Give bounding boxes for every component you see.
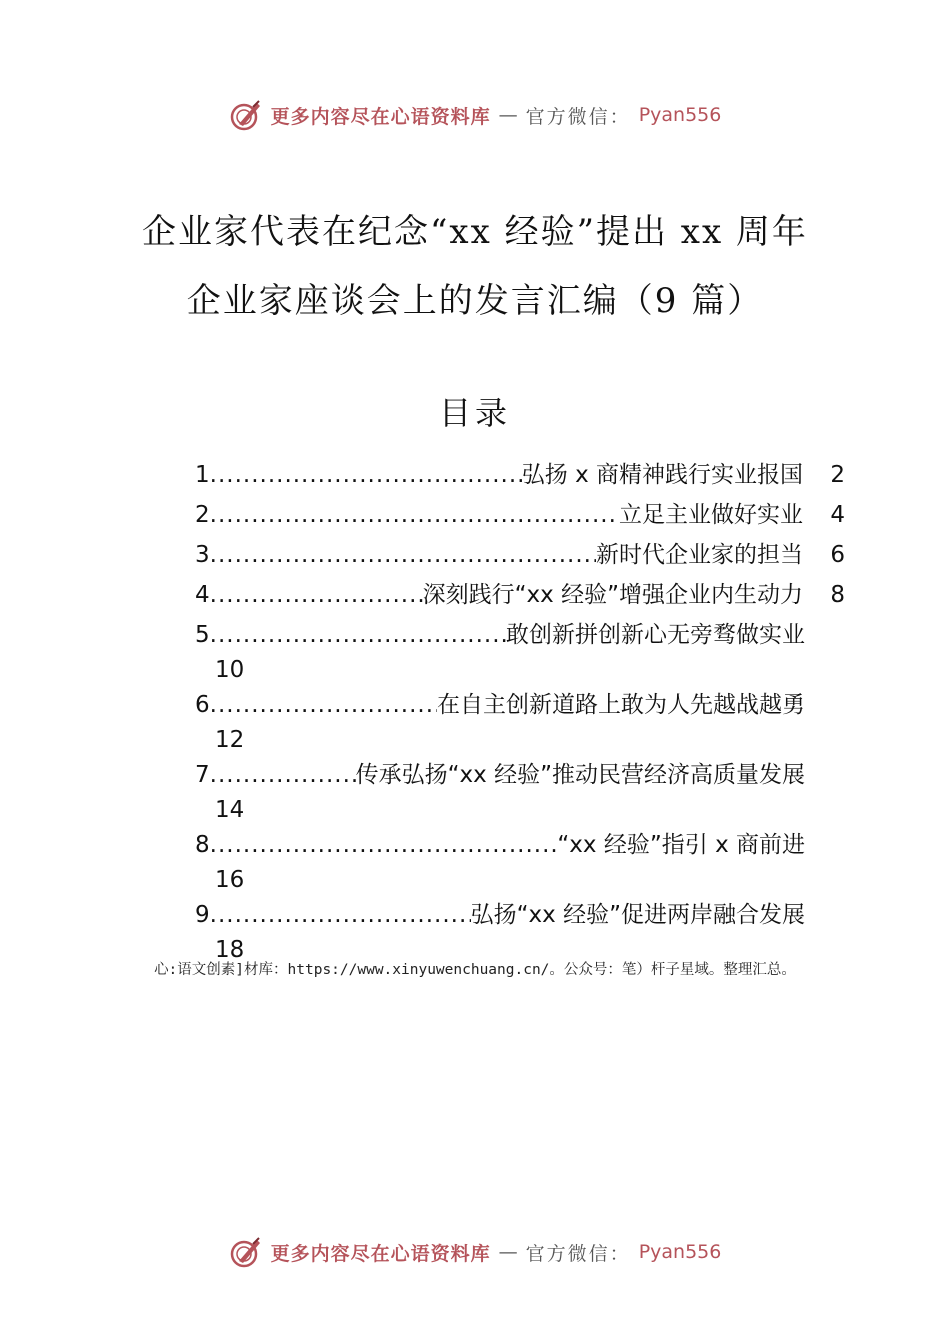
- document-title-line2: 企业家座谈会上的发言汇编（9 篇）: [186, 281, 764, 321]
- toc-leader-dots: [210, 685, 437, 725]
- quill-logo-icon: [229, 98, 263, 132]
- toc-leader-dots: [210, 825, 558, 865]
- toc-entry-title: 在自主创新道路上敢为人先越战越勇: [437, 692, 805, 718]
- toc-entry-page: 8: [830, 582, 845, 608]
- toc-entry[interactable]: [195, 825, 805, 865]
- toc-entry-page: 16: [215, 867, 245, 893]
- toc-leader-dots: [210, 575, 423, 615]
- toc-entry-title: 弘扬 x 商精神践行实业报国: [521, 462, 803, 488]
- toc-entry-number: 7: [195, 762, 210, 788]
- toc-entry-page: 14: [215, 797, 245, 823]
- quill-logo-icon: [229, 1235, 263, 1269]
- banner-separator: —: [498, 1241, 518, 1263]
- toc-entry-number: 3: [195, 542, 210, 568]
- toc-entry-number: 9: [195, 902, 210, 928]
- toc-entry-title: 深刻践行“xx 经验”增强企业内生动力: [422, 582, 803, 608]
- header-banner: [0, 95, 950, 135]
- toc-entry-title: 敢创新拼创新心无旁骛做实业: [506, 622, 805, 648]
- toc-entry[interactable]: [195, 535, 845, 575]
- toc-entry-number: 4: [195, 582, 210, 608]
- toc-entry-page: 4: [830, 502, 845, 528]
- toc-entry[interactable]: [195, 615, 805, 655]
- toc-entry-number: 8: [195, 832, 210, 858]
- toc-entry[interactable]: [195, 685, 805, 725]
- toc-entry-page: 18: [215, 937, 245, 963]
- footer-banner: [0, 1232, 950, 1272]
- toc-entry[interactable]: [195, 575, 845, 615]
- toc-entry[interactable]: [195, 495, 845, 535]
- toc-entry[interactable]: [195, 895, 805, 935]
- toc-entry-page: 2: [830, 462, 845, 488]
- toc-entry-number: 6: [195, 692, 210, 718]
- banner-main-text: 更多内容尽在心语资料库: [270, 1242, 491, 1265]
- toc-entry-title: 立足主业做好实业: [619, 502, 803, 528]
- banner-wechat-id: Pyan556: [638, 1241, 722, 1263]
- toc-entry-number: 1: [195, 462, 210, 488]
- toc-entry[interactable]: [195, 755, 805, 795]
- toc-leader-dots: [210, 615, 506, 655]
- toc-entry-page: 12: [215, 727, 245, 753]
- toc-entry-title: “xx 经验”指引 x 商前进: [557, 832, 805, 858]
- toc-entry-title: 新时代企业家的担当: [596, 542, 803, 568]
- banner-wechat-label: 官方微信：: [525, 105, 631, 128]
- document-title-line1: 企业家代表在纪念“xx 经验”提出 xx 周年: [142, 212, 808, 252]
- toc-entry-page: 6: [830, 542, 845, 568]
- toc-entry-number: 5: [195, 622, 210, 648]
- toc-leader-dots: [210, 455, 522, 495]
- toc-heading: 目录: [438, 394, 511, 432]
- source-footnote: 心:语文创素]材库：https://www.xinyuwenchuang.cn/。公众号：笔）杆子星域。整理汇总。: [154, 962, 796, 978]
- banner-main-text: 更多内容尽在心语资料库: [270, 105, 491, 128]
- banner-separator: —: [498, 104, 518, 126]
- toc-leader-dots: [210, 755, 356, 795]
- toc-entry[interactable]: [195, 455, 845, 495]
- toc-entry-number: 2: [195, 502, 210, 528]
- toc-leader-dots: [210, 895, 471, 935]
- toc-leader-dots: [210, 495, 619, 535]
- banner-wechat-label: 官方微信：: [525, 1242, 631, 1265]
- toc-entry-title: 弘扬“xx 经验”促进两岸融合发展: [470, 902, 805, 928]
- table-of-contents: [195, 455, 845, 965]
- toc-entry-page: 10: [215, 657, 245, 683]
- banner-wechat-id: Pyan556: [638, 104, 722, 126]
- toc-entry-title: 传承弘扬“xx 经验”推动民营经济高质量发展: [355, 762, 805, 788]
- toc-leader-dots: [210, 535, 596, 575]
